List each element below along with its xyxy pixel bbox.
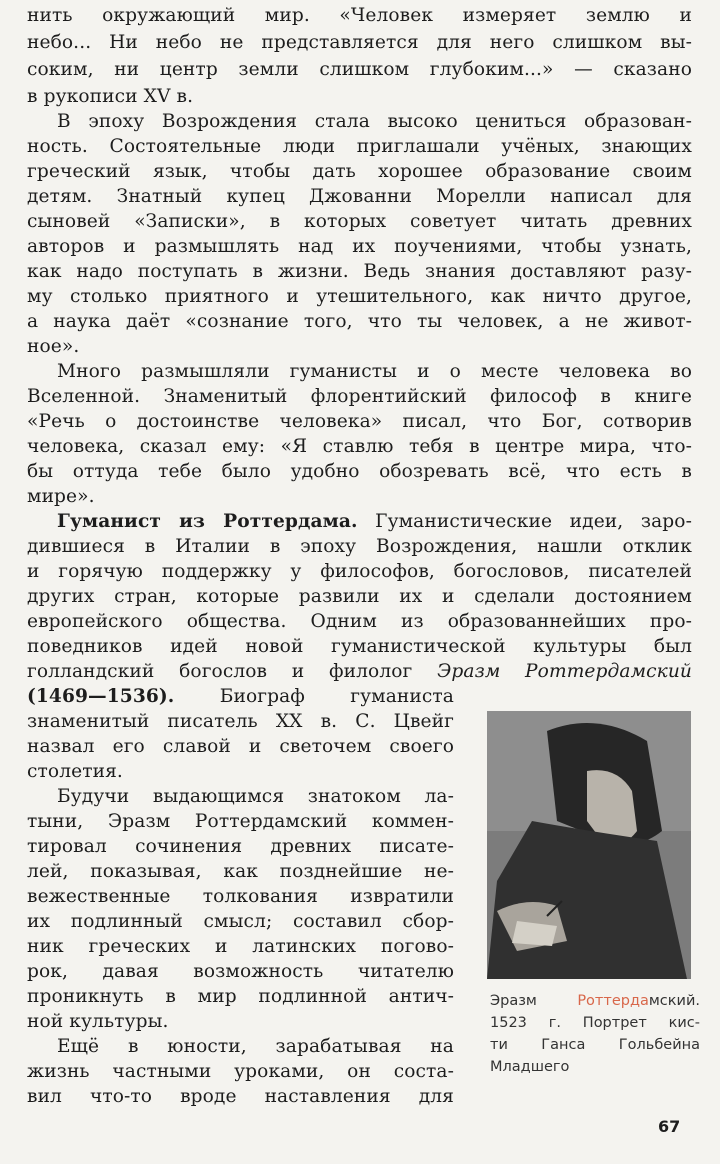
text-line: ное». [27,336,80,357]
text-line: ной культуры. [27,1011,169,1032]
text-line: бы оттуда тебе было удобно обозревать всё, что есть в [27,461,692,482]
text-line: ник греческих и латинских погово- [27,936,454,957]
text-line [27,660,692,684]
text-line: авторов и размышлять над их поучениями, чтобы узнать, [27,236,692,257]
text-line: «Речь о достоинстве человека» писал, что Бог, сотворив [27,411,692,432]
text-line: детям. Знатный купец Джованни Морелли написал для [27,186,692,207]
text-line: их подлинный смысл; составил сбор- [27,911,454,932]
text-line: сыновей «Записки», в которых советует читать древних [27,211,692,232]
caption-line [490,990,700,1012]
text-line: и горячую поддержку у философов, богословов, писателей [27,561,692,582]
text-line: рок, давая возможность читателю [27,961,454,982]
text-line: европейского общества. Одним из образованнейших про- [27,611,692,632]
text-line: как надо поступать в жизни. Ведь знания доставляют разу- [27,261,692,282]
text-line: Вселенной. Знаменитый флорентийский философ в книге [27,386,692,407]
text-line: ность. Состоятельные люди приглашали учёных, знающих [27,136,692,157]
section-heading: Гуманист из Роттердама. [57,511,358,532]
text-line: соким, ни центр земли слишком глубоким...» — сказано [27,59,692,80]
text-line: Много размышляли гуманисты и о месте человека во [57,361,692,382]
text-line: му столько приятного и утешительного, как ничто другое, [27,286,692,307]
text-line: других стран, которые развили их и сделали достоянием [27,586,692,607]
person-name: Эразм Роттердамский [437,661,692,682]
text-span: Гуманистические идеи, заро- [357,511,692,532]
text-line: в рукописи XV в. [27,86,194,107]
caption-text: мский. [648,993,700,1009]
text-line: человека, сказал ему: «Я ставлю тебя в центре мира, что- [27,436,692,457]
text-line: греческий язык, чтобы дать хорошее образование своим [27,161,692,182]
text-line: нить окружающий мир. «Человек измеряет землю и [27,5,692,26]
text-line: тыни, Эразм Роттердамский коммен- [27,811,454,832]
caption-text: Эразм [490,993,578,1009]
text-line: а наука даёт «сознание того, что ты человек, а не живот- [27,311,692,332]
text-span: голландский богослов и филолог [27,661,438,682]
text-line: В эпоху Возрождения стала высоко цениться образован- [57,111,692,132]
text-line: знаменитый писатель XX в. С. Цвейг [27,711,454,732]
text-line: назвал его славой и светочем своего [27,736,454,757]
text-line: дившиеся в Италии в эпоху Возрождения, нашли отклик [27,536,692,557]
caption-line: ти Ганса Гольбейна [490,1037,700,1053]
caption-highlight: Роттерда [577,993,649,1009]
text-line: поведников идей новой гуманистической культуры был [27,636,692,657]
text-line: столетия. [27,761,123,782]
text-span: Биограф гуманиста [174,686,454,707]
erasmus-portrait [487,711,691,979]
caption-line: Младшего [490,1059,570,1075]
caption-line: 1523 г. Портрет кис- [490,1015,700,1031]
text-line: небо... Ни небо не представляется для него слишком вы- [27,32,692,53]
text-line: лей, показывая, как позднейшие не- [27,861,454,882]
text-line: проникнуть в мир подлинной антич- [27,986,454,1007]
text-line: вил что-то вроде наставления для [27,1086,454,1107]
figure-caption [490,990,700,1078]
portrait-image [487,711,691,979]
section-line [27,510,692,534]
text-line: Ещё в юности, зарабатывая на [57,1036,454,1057]
text-line: вежественные толкования извратили [27,886,454,907]
text-line: тировал сочинения древних писате- [27,836,454,857]
page-number: 67 [658,1117,681,1136]
text-line [27,685,454,709]
text-line: мире». [27,486,95,507]
text-line: жизнь частными уроками, он соста- [27,1061,454,1082]
years: (1469—1536). [27,686,175,707]
text-line: Будучи выдающимся знатоком ла- [57,786,454,807]
